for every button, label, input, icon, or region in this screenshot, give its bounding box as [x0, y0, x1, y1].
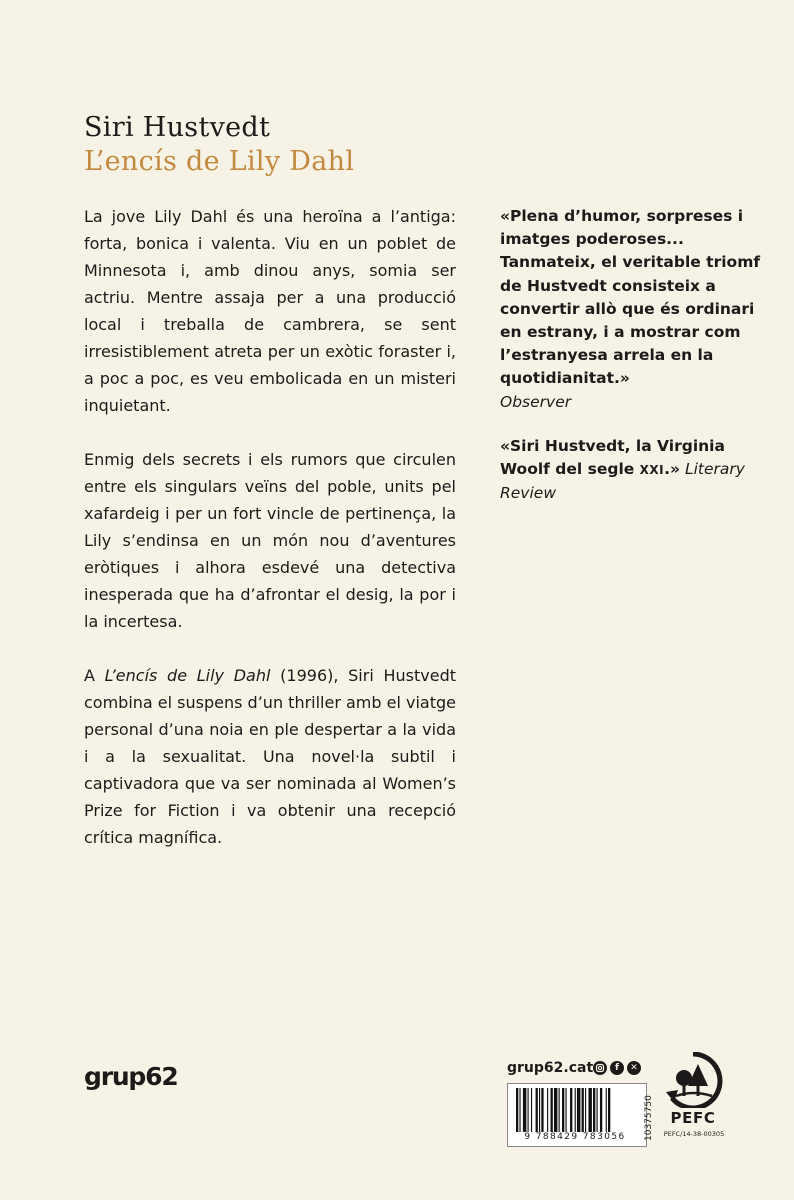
pefc-tree-icon: [662, 1052, 724, 1108]
synopsis-paragraph-1: La jove Lily Dahl és una heroïna a l’antiga: forta, bonica i valenta. Viu en un poblet de Minnesota i, amb dinou anys, somia ser actriu. Mentre assaja per a una producció local i treballa de cambrera, se sent irresistiblement atreta per un exòtic foraster i, a poc a poc, es veu embolicada en un misteri inquietant.: [84, 207, 456, 415]
isbn-digits: 9 788429 783056: [524, 1132, 626, 1142]
barcode-bar: [565, 1088, 566, 1132]
barcode-bar: [562, 1088, 564, 1132]
barcode-bar: [606, 1088, 607, 1132]
barcode-bar: [608, 1088, 610, 1132]
barcode-bar: [575, 1088, 576, 1132]
quote-text: «Plena d’humor, sorpreses i imatges poderoses... Tanmateix, el veritable triomf de Hustvedt consisteix a convertir allò que és ordinari en estrany, i a mostrar com l’estranyesa arrela en la quotidianitat.»: [500, 207, 761, 388]
reference-code-text: 10375750: [644, 1095, 654, 1141]
barcode-bar: [536, 1088, 538, 1132]
barcode-bar: [597, 1088, 598, 1132]
synopsis-paragraph-2: Enmig dels secrets i els rumors que circulen entre els singulars veïns del poble, units pel xafardeig i per un fort vincle de pertinença, la Lily s’endinsa en un món nou d’aventures eròtiques i alhora esdevé una detectiva inesperada que ha d’afrontar el desig, la por i la incertesa.: [84, 450, 456, 631]
pefc-code: PEFC/14-38-00305: [663, 1130, 725, 1138]
barcode-bar: [582, 1088, 584, 1132]
quote-text: «Siri Hustvedt, la Virginia Woolf del segle: [500, 436, 725, 479]
barcode-bar: [559, 1088, 560, 1132]
barcode-bar: [600, 1088, 602, 1132]
quote-observer: [500, 205, 762, 414]
barcode-bar: [541, 1088, 543, 1132]
facebook-icon[interactable]: f: [610, 1061, 624, 1075]
barcode-bar: [519, 1088, 520, 1132]
author-name: Siri Hustvedt: [84, 112, 271, 143]
review-quotes: [500, 205, 762, 526]
barcode-bars: [516, 1088, 638, 1132]
p3-book-title: L’encís de Lily Dahl: [104, 666, 271, 685]
barcode: [507, 1083, 647, 1147]
book-title: L’encís de Lily Dahl: [84, 146, 355, 177]
synopsis-paragraph-3: [84, 662, 456, 851]
x-icon[interactable]: ✕: [627, 1061, 641, 1075]
barcode-bar: [547, 1088, 548, 1132]
barcode-bar: [539, 1088, 540, 1132]
p3-rest: (1996), Siri Hustvedt combina el suspens d’un thriller amb el viatge personal d’una noia en ple despertar a la vida i a la sexualitat. Una novel·la subtil i captivadora que va ser nominada al Women’s Prize for Fiction i va obtenir una recepció crítica magnífica.: [84, 666, 457, 847]
quote-source: Observer: [500, 392, 572, 411]
barcode-bar: [577, 1088, 580, 1132]
barcode-bar: [570, 1088, 572, 1132]
century-smallcaps: XXI: [639, 463, 665, 478]
publisher-logo: grup62: [84, 1062, 178, 1091]
barcode-bar: [585, 1088, 586, 1132]
quote-literary-review: [500, 435, 762, 506]
synopsis: [84, 203, 456, 878]
barcode-bar: [523, 1088, 526, 1132]
barcode-bar: [593, 1088, 595, 1132]
publisher-website[interactable]: grup62.cat: [507, 1060, 594, 1076]
instagram-icon[interactable]: [593, 1061, 607, 1075]
pefc-label: PEFC: [670, 1109, 716, 1127]
barcode-bar: [531, 1088, 532, 1132]
barcode-bar: [528, 1088, 529, 1132]
barcode-bar: [554, 1088, 557, 1132]
barcode-bar: [516, 1088, 518, 1132]
p3-prefix: A: [84, 666, 105, 685]
quote-source: Literary Review: [500, 460, 745, 503]
barcode-bar: [588, 1088, 591, 1132]
quote-close: .»: [664, 460, 681, 479]
barcode-bar: [551, 1088, 553, 1132]
